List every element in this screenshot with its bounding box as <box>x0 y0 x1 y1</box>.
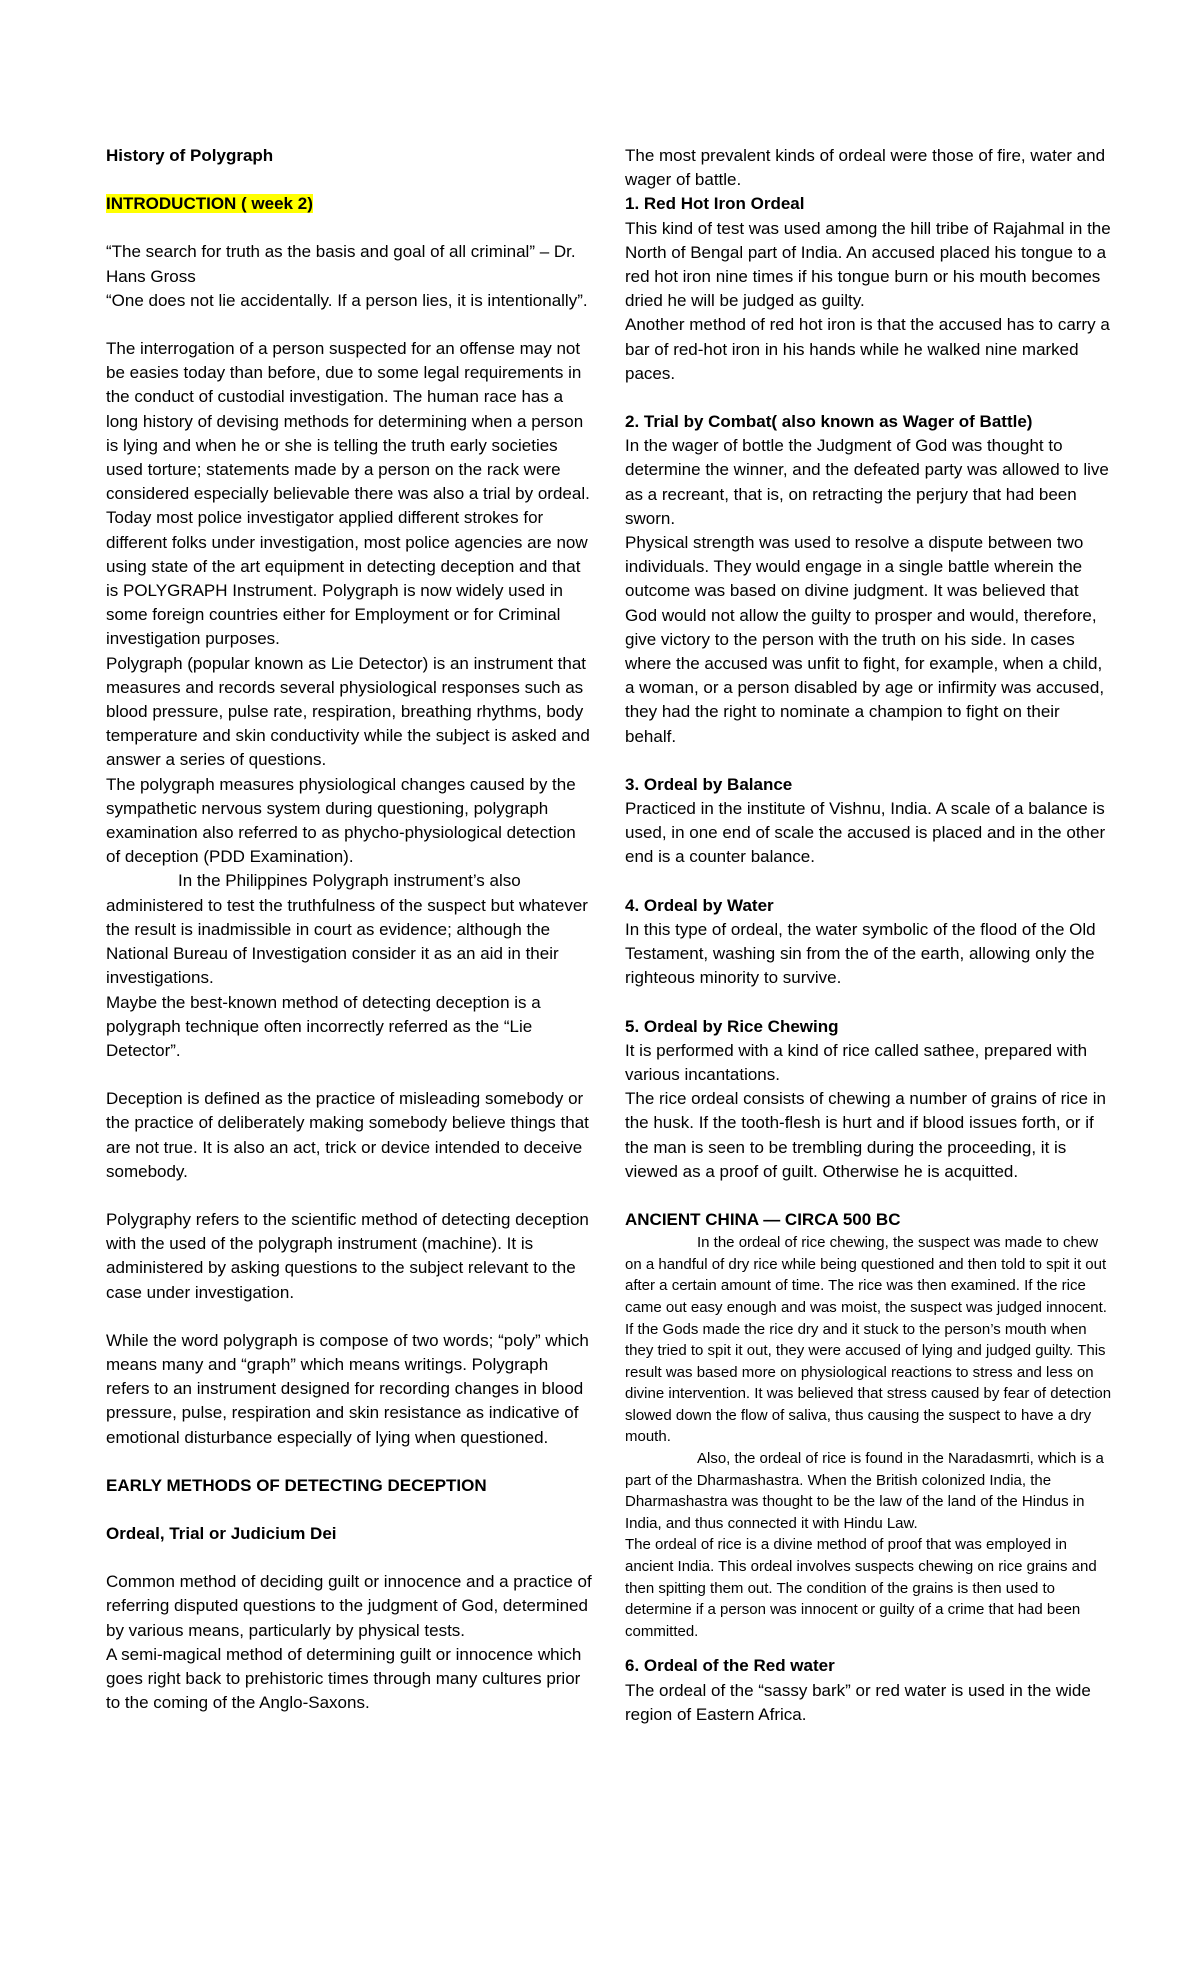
section-heading: ANCIENT CHINA — CIRCA 500 BC <box>625 1209 901 1229</box>
ordeal-heading: Ordeal, Trial or Judicium Dei <box>106 1523 337 1543</box>
early-methods-heading: EARLY METHODS OF DETECTING DECEPTION <box>106 1475 487 1495</box>
section-heading: 5. Ordeal by Rice Chewing <box>625 1016 839 1036</box>
paragraph: The most prevalent kinds of ordeal were those of fire, water and wager of battle. <box>625 146 1106 190</box>
paragraph: Polygraphy refers to the scientific method of detecting deception with the used of the polygraph instrument (machine). It is administered by asking questions to the subject relevant to the case under investigation. <box>106 1209 589 1302</box>
section-heading: 3. Ordeal by Balance <box>625 774 793 794</box>
paragraph: Today most police investigator applied different strokes for different folks under investigation, most police agencies are now using state of the art equipment in detecting deception and that is POLYGRAPH Instrument. Polygraph is now widely used in some foreign countries either for Employment or for Criminal investigation purposes. <box>106 508 588 649</box>
paragraph: The interrogation of a person suspected for an offense may not be easies today than before, due to some legal requirements in the conduct of custodial investigation. The human race has a long history of devising methods for determining when a person is lying and when he or she is telling the truth early societies used torture; statements made by a person on the rack were considered especially believable there was also a trial by ordeal. <box>106 339 590 504</box>
paragraph: Practiced in the institute of Vishnu, India. A scale of a balance is used, in one end of scale the accused is placed and in the other end is a counter balance. <box>625 799 1106 867</box>
paragraph: The ordeal of the “sassy bark” or red water is used in the wide region of Eastern Africa. <box>625 1680 1091 1724</box>
paragraph: Common method of deciding guilt or innocence and a practice of referring disputed questions to the judgment of God, determined by various means, particularly by physical tests. <box>106 1572 592 1640</box>
paragraph: Maybe the best-known method of detecting deception is a polygraph technique often incorrectly referred as the “Lie Detector”. <box>106 992 541 1060</box>
section-heading: 4. Ordeal by Water <box>625 895 774 915</box>
quote-hans-gross: “The search for truth as the basis and goal of all criminal” – Dr. Hans Gross <box>106 242 576 286</box>
paragraph: Polygraph (popular known as Lie Detector) is an instrument that measures and records several physiological responses such as blood pressure, pulse rate, respiration, breathing rhythms, body temperature and skin conductivity while the subject is asked and answer a series of questions. <box>106 653 590 770</box>
right-column <box>625 144 1115 1727</box>
paragraph: The ordeal of rice is a divine method of proof that was employed in ancient India. This ordeal involves suspects chewing on rice grains and then spitting them out. The condition of the grains is then used to determine if a person was innocent or guilty of a crime that had been committed. <box>625 1536 1097 1640</box>
china-block <box>625 1232 1115 1642</box>
paragraph: The rice ordeal consists of chewing a number of grains of rice in the husk. If the tooth-flesh is hurt and if blood issues forth, or if the man is seen to be trembling during the proceeding, it is viewed as a proof of guilt. Otherwise he is acquitted. <box>625 1089 1106 1181</box>
intro-heading: INTRODUCTION ( week 2) <box>106 194 313 214</box>
paragraph: In the wager of bottle the Judgment of God was thought to determine the winner, and the defeated party was allowed to live as a recreant, that is, on retracting the perjury that had been sworn. <box>625 436 1109 528</box>
paragraph: In the ordeal of rice chewing, the suspect was made to chew on a handful of dry rice while being questioned and then told to spit it out after a certain amount of time. The rice was then examined. If the rice came out easy enough and was moist, the suspect was judged innocent. If the Gods made the rice dry and it stuck to the person’s mouth when they tried to spit it out, they were accused of lying and judged guilty. This result was based more on physiological reactions to stress and less on divine intervention. It was believed that stress caused by fear of detection slowed down the flow of saliva, thus causing the suspect to have a dry mouth. <box>625 1234 1112 1446</box>
document-title: History of Polygraph <box>106 146 274 165</box>
paragraph: It is performed with a kind of rice called sathee, prepared with various incantations. <box>625 1040 1088 1084</box>
paragraph: Another method of red hot iron is that the accused has to carry a bar of red-hot iron in his hands while he walked nine marked paces. <box>625 315 1110 383</box>
paragraph: A semi-magical method of determining guilt or innocence which goes right back to prehistoric times through many cultures prior to the coming of the Anglo-Saxons. <box>106 1644 582 1713</box>
left-column <box>106 144 594 1715</box>
quote-lies: “One does not lie accidentally. If a person lies, it is intentionally”. <box>106 290 588 310</box>
paragraph: Physical strength was used to resolve a dispute between two individuals. They would engage in a single battle wherein the outcome was based on divine judgment. It was believed that God would not allow the guilty to prosper and would, therefore, give victory to the person with the truth on his side. In cases where the accused was unfit to fight, for example, when a child, a woman, or a person disabled by age or infirmity was accused, they had the right to nominate a champion to fight on their behalf. <box>625 533 1105 746</box>
section-heading: 6. Ordeal of the Red water <box>625 1656 835 1676</box>
paragraph: This kind of test was used among the hill tribe of Rajahmal in the North of Bengal part of India. An accused placed his tongue to a red hot iron nine times if his tongue burn or his mouth becomes dried he will be judged as guilty. <box>625 218 1111 311</box>
paragraph: Also, the ordeal of rice is found in the Naradasmrti, which is a part of the Dharmashastra. When the British colonized India, the Dharmashastra was thought to be the law of the land of the Hindus in India, and thus connected it with Hindu Law. <box>625 1450 1104 1532</box>
section-heading: 1. Red Hot Iron Ordeal <box>625 194 805 214</box>
section-heading: 2. Trial by Combat( also known as Wager of Battle) <box>625 412 1033 432</box>
paragraph: In the Philippines Polygraph instrument’s also administered to test the truthfulness of the suspect but whatever the result is inadmissible in court as evidence; although the National Bureau of Investigation consider it as an aid in their investigations. <box>106 871 588 988</box>
paragraph: Deception is defined as the practice of misleading somebody or the practice of deliberately making somebody believe things that are not true. It is also an act, trick or device intended to deceive somebody. <box>106 1089 589 1181</box>
paragraph: In this type of ordeal, the water symbolic of the flood of the Old Testament, washing sin from the of the earth, allowing only the righteous minority to survive. <box>625 919 1096 988</box>
paragraph: The polygraph measures physiological changes caused by the sympathetic nervous system during questioning, polygraph examination also referred to as phycho-physiological detection of deception (PDD Examination). <box>106 774 576 867</box>
paragraph: While the word polygraph is compose of two words; “poly” which means many and “graph” which means writings. Polygraph refers to an instrument designed for recording changes in blood pressure, pulse, respiration and skin resistance as indicative of emotional disturbance especially of lying when questioned. <box>106 1330 589 1447</box>
